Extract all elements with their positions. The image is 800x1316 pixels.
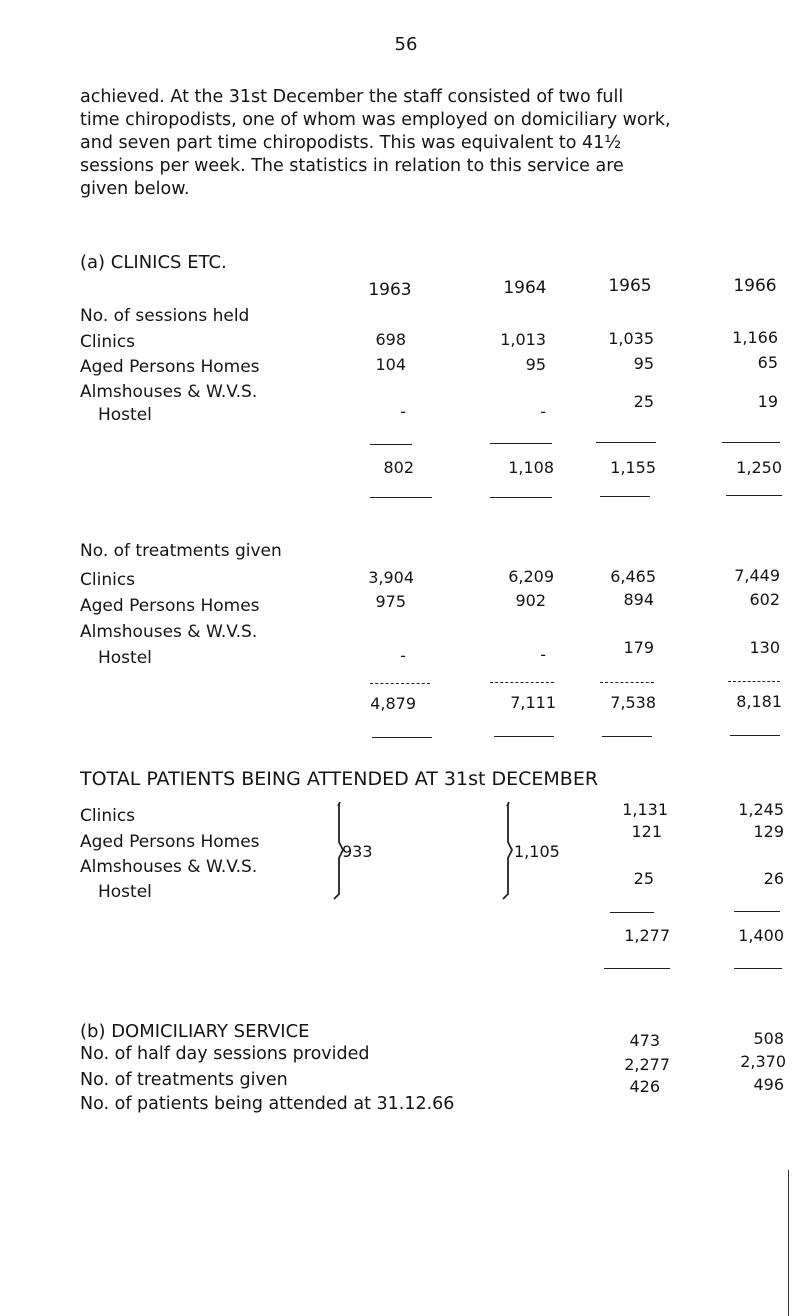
- row-label-hostel: Hostel: [98, 405, 152, 425]
- cell: 1,166: [732, 328, 778, 347]
- cell: 95: [633, 354, 654, 373]
- cell: 698: [375, 330, 406, 349]
- combined-1963-value: 933: [342, 842, 373, 861]
- page-number: 56: [394, 34, 418, 55]
- row-label-hostel: Hostel: [98, 882, 152, 902]
- rule: [596, 442, 656, 443]
- cell: 25: [633, 392, 654, 411]
- paragraph-line: achieved. At the 31st December the staff consisted of two full: [80, 87, 624, 107]
- row-label-aged-persons-homes: Aged Persons Homes: [80, 596, 260, 616]
- cell: 104: [375, 355, 406, 374]
- row-label-clinics: Clinics: [80, 332, 136, 352]
- combined-1964-value: 1,105: [514, 842, 560, 861]
- cell: 473: [629, 1031, 660, 1050]
- brace-1963: [324, 800, 344, 900]
- dashed-rule: [600, 682, 654, 683]
- cell: 6,465: [610, 567, 656, 586]
- rule: [610, 912, 654, 913]
- row-label-almshouses: Almshouses & W.V.S.: [80, 857, 258, 877]
- year-header: 1966: [733, 276, 777, 296]
- paragraph-line: given below.: [80, 179, 190, 199]
- rule: [490, 497, 552, 498]
- cell: 2,370: [740, 1052, 786, 1071]
- cell: 7,449: [734, 566, 780, 585]
- total-cell: 1,400: [738, 926, 784, 945]
- treatments-heading: No. of treatments given: [80, 541, 282, 561]
- rule: [600, 496, 650, 497]
- rule: [604, 968, 670, 969]
- paragraph-line: time chiropodists, one of whom was employed on domiciliary work,: [80, 110, 671, 130]
- cell: 121: [631, 822, 662, 841]
- cell: 95: [525, 355, 546, 374]
- sessions-heading: No. of sessions held: [80, 306, 250, 326]
- cell: 1,245: [738, 800, 784, 819]
- total-cell: 1,277: [624, 926, 670, 945]
- cell: 19: [757, 392, 778, 411]
- row-label-aged-persons-homes: Aged Persons Homes: [80, 832, 260, 852]
- rule: [722, 442, 780, 443]
- total-cell: 802: [383, 458, 414, 477]
- total-cell: 4,879: [370, 694, 416, 713]
- row-label-hostel: Hostel: [98, 648, 152, 668]
- rule: [370, 444, 412, 445]
- row-label-treatments-given: No. of treatments given: [80, 1070, 288, 1090]
- row-label-clinics: Clinics: [80, 570, 136, 590]
- cell: 426: [629, 1077, 660, 1096]
- total-patients-heading: TOTAL PATIENTS BEING ATTENDED AT 31st DECEMBER: [80, 768, 599, 790]
- page-edge-line: [788, 1170, 789, 1316]
- section-b-heading: (b) DOMICILIARY SERVICE: [80, 1021, 310, 1042]
- rule: [734, 968, 782, 969]
- rule: [730, 735, 780, 736]
- row-label-almshouses: Almshouses & W.V.S.: [80, 622, 258, 642]
- intro-paragraph: [80, 86, 780, 201]
- dashed-rule: [728, 681, 780, 682]
- cell: 6,209: [508, 567, 554, 586]
- row-label-half-day-sessions: No. of half day sessions provided: [80, 1044, 370, 1064]
- cell: 65: [757, 353, 778, 372]
- cell: 975: [375, 592, 406, 611]
- cell: 26: [763, 869, 784, 888]
- cell: -: [400, 646, 406, 665]
- section-a-heading: (a) CLINICS ETC.: [80, 252, 227, 273]
- cell: 894: [623, 590, 654, 609]
- rule: [494, 736, 554, 737]
- cell: 179: [623, 638, 654, 657]
- total-cell: 7,538: [610, 693, 656, 712]
- paragraph-line: sessions per week. The statistics in relation to this service are: [80, 156, 624, 176]
- year-header: 1964: [503, 278, 547, 298]
- brace-1964: [493, 800, 513, 900]
- row-label-aged-persons-homes: Aged Persons Homes: [80, 357, 260, 377]
- rule: [372, 737, 432, 738]
- cell: 602: [749, 590, 780, 609]
- paragraph-line: and seven part time chiropodists. This was equivalent to 41½: [80, 133, 622, 153]
- total-cell: 1,250: [736, 458, 782, 477]
- cell: 902: [515, 591, 546, 610]
- cell: 130: [749, 638, 780, 657]
- rule: [370, 497, 432, 498]
- cell: 3,904: [368, 568, 414, 587]
- year-header: 1965: [608, 276, 652, 296]
- total-cell: 8,181: [736, 692, 782, 711]
- cell: 129: [753, 822, 784, 841]
- dashed-rule: [370, 683, 430, 684]
- row-label-patients-attended: No. of patients being attended at 31.12.66: [80, 1094, 455, 1114]
- total-cell: 7,111: [510, 693, 556, 712]
- rule: [734, 911, 780, 912]
- cell: 1,131: [622, 800, 668, 819]
- year-header: 1963: [368, 280, 412, 300]
- cell: -: [540, 402, 546, 421]
- cell: 508: [753, 1029, 784, 1048]
- dashed-rule: [490, 682, 554, 683]
- cell: 496: [753, 1075, 784, 1094]
- row-label-almshouses: Almshouses & W.V.S.: [80, 382, 258, 402]
- total-cell: 1,155: [610, 458, 656, 477]
- cell: 25: [633, 869, 654, 888]
- cell: -: [540, 645, 546, 664]
- cell: 1,035: [608, 329, 654, 348]
- rule: [490, 443, 552, 444]
- cell: -: [400, 402, 406, 421]
- rule: [726, 495, 782, 496]
- cell: 1,013: [500, 330, 546, 349]
- total-cell: 1,108: [508, 458, 554, 477]
- rule: [602, 736, 652, 737]
- cell: 2,277: [624, 1055, 670, 1074]
- row-label-clinics: Clinics: [80, 806, 136, 826]
